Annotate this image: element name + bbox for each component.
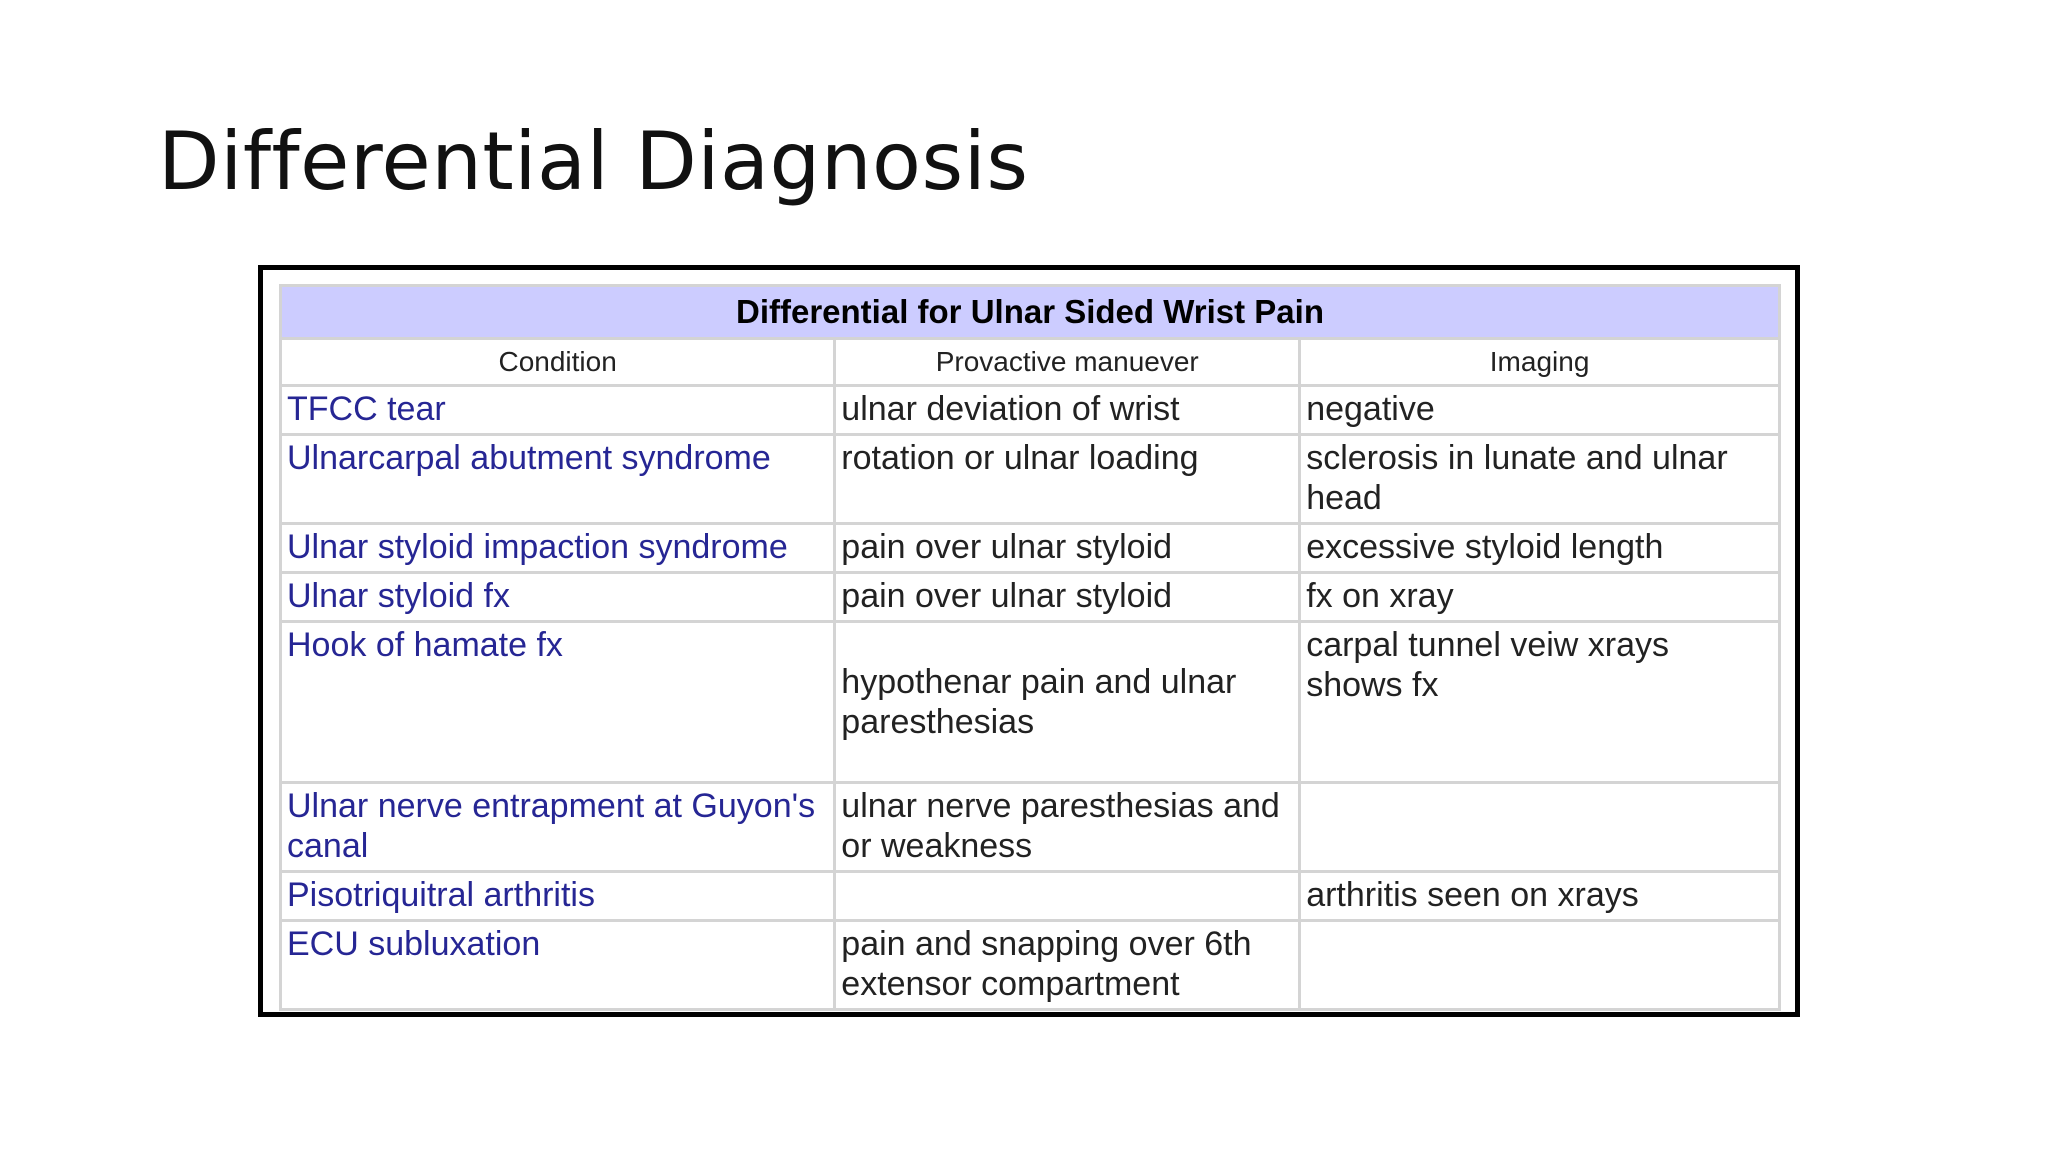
imaging-cell: sclerosis in lunate and ulnar head (1301, 436, 1778, 522)
imaging-cell (1301, 922, 1778, 1008)
imaging-cell: arthritis seen on xrays (1301, 873, 1778, 919)
condition-cell[interactable]: Ulnar styloid fx (282, 574, 833, 620)
maneuver-cell (836, 873, 1298, 919)
table-row (282, 922, 1778, 1008)
condition-cell[interactable]: Ulnar nerve entrapment at Guyon's canal (282, 784, 833, 870)
table-frame (258, 265, 1800, 1017)
table-header-row (282, 340, 1778, 384)
condition-cell[interactable]: Hook of hamate fx (282, 623, 833, 781)
condition-cell[interactable]: ECU subluxation (282, 922, 833, 1008)
table-row (282, 873, 1778, 919)
condition-cell[interactable]: TFCC tear (282, 387, 833, 433)
condition-cell[interactable]: Ulnar styloid impaction syndrome (282, 525, 833, 571)
table-caption: Differential for Ulnar Sided Wrist Pain (282, 287, 1778, 337)
column-header-maneuver: Provactive manuever (836, 340, 1298, 384)
differential-table (279, 284, 1781, 1011)
maneuver-cell: pain and snapping over 6th extensor compartment (836, 922, 1298, 1008)
imaging-cell: excessive styloid length (1301, 525, 1778, 571)
condition-cell[interactable]: Pisotriquitral arthritis (282, 873, 833, 919)
table-row (282, 623, 1778, 781)
maneuver-cell: pain over ulnar styloid (836, 525, 1298, 571)
column-header-imaging: Imaging (1301, 340, 1778, 384)
maneuver-cell: ulnar nerve paresthesias and or weakness (836, 784, 1298, 870)
condition-cell[interactable]: Ulnarcarpal abutment syndrome (282, 436, 833, 522)
imaging-cell: carpal tunnel veiw xrays shows fx (1301, 623, 1778, 781)
table-row (282, 436, 1778, 522)
table-row (282, 784, 1778, 870)
maneuver-cell: pain over ulnar styloid (836, 574, 1298, 620)
maneuver-cell: hypothenar pain and ulnar paresthesias (836, 623, 1298, 781)
imaging-cell: negative (1301, 387, 1778, 433)
table-row (282, 387, 1778, 433)
column-header-condition: Condition (282, 340, 833, 384)
imaging-cell: fx on xray (1301, 574, 1778, 620)
imaging-cell (1301, 784, 1778, 870)
maneuver-cell: ulnar deviation of wrist (836, 387, 1298, 433)
maneuver-cell: rotation or ulnar loading (836, 436, 1298, 522)
table-row (282, 574, 1778, 620)
table-row (282, 525, 1778, 571)
slide-title: Differential Diagnosis (158, 115, 1029, 208)
table-caption-row (282, 287, 1778, 337)
